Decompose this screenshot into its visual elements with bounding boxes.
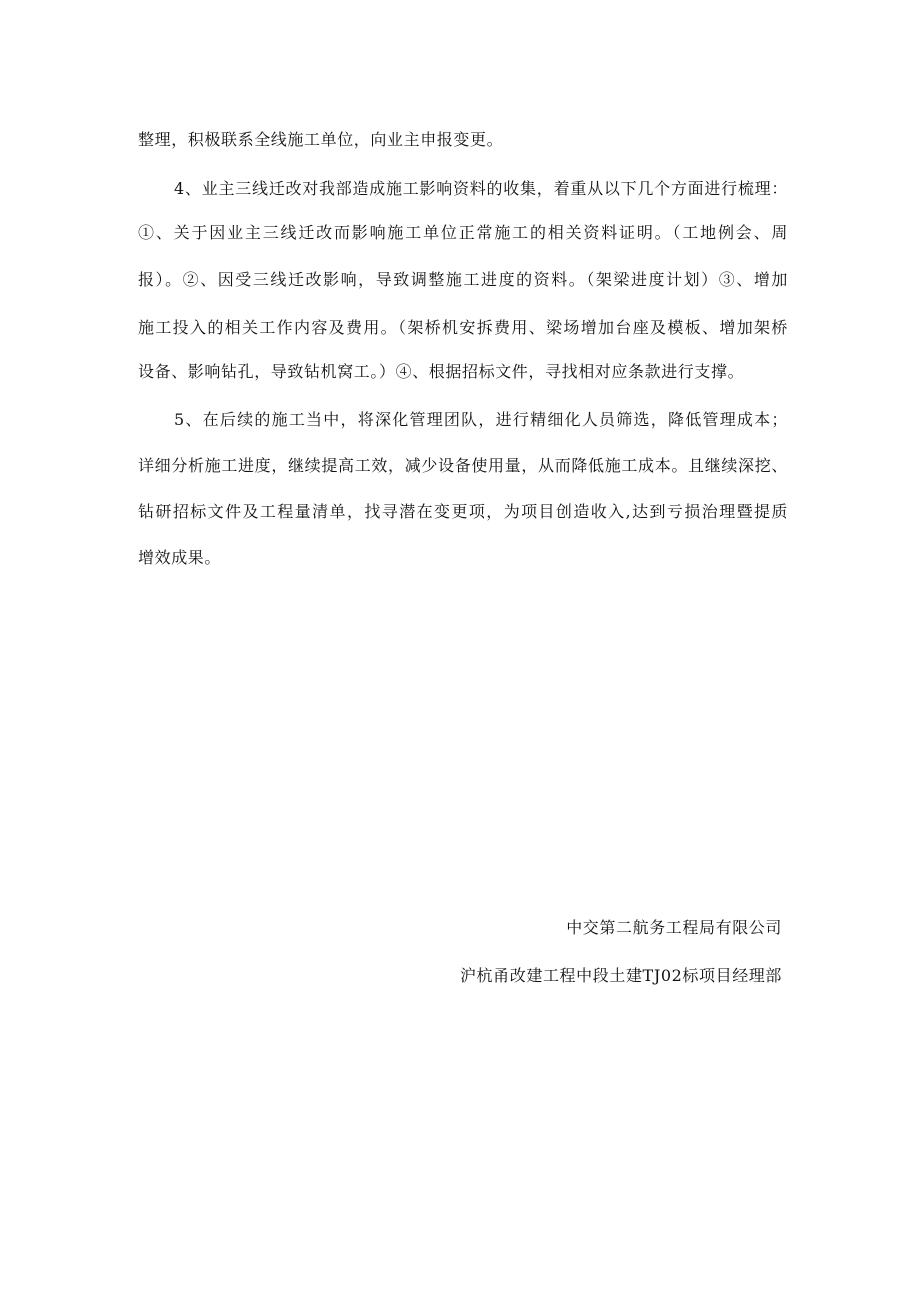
paragraph-5-line-4: 增效成果。 — [138, 548, 222, 567]
paragraph-5-line-3: 钻研招标文件及工程量清单，找寻潜在变更项，为项目创造收入,达到亏损治理暨提质 — [138, 502, 788, 521]
signature-department: 沪杭甬改建工程中段土建TJ02标项目经理部 — [459, 966, 782, 985]
paragraph-5-line-2: 详细分析施工进度，继续提高工效，减少设备使用量，从而降低施工成本。且继续深挖、 — [138, 456, 788, 475]
paragraph-5-line-1: 5、在后续的施工当中，将深化管理团队，进行精细化人员筛选，降低管理成本； — [174, 410, 788, 429]
signature-company: 中交第二航务工程局有限公司 — [566, 918, 782, 937]
paragraph-4-line-4: 施工投入的相关工作内容及费用。（架桥机安拆费用、梁场增加台座及模板、增加架桥 — [138, 318, 788, 337]
paragraph-4-line-5: 设备、影响钻孔，导致钻机窝工。）④、根据招标文件，寻找相对应条款进行支撑。 — [138, 362, 745, 381]
paragraph-4-line-3: 报）。②、因受三线迁改影响，导致调整施工进度的资料。（架梁进度计划）③、增加 — [138, 270, 788, 289]
paragraph-4-line-1: 4、业主三线迁改对我部造成施工影响资料的收集，着重从以下几个方面进行梳理： — [174, 179, 788, 198]
paragraph-3-line-end: 整理，积极联系全线施工单位，向业主申报变更。 — [138, 130, 504, 149]
paragraph-4-line-2: ①、关于因业主三线迁改而影响施工单位正常施工的相关资料证明。（工地例会、周 — [138, 223, 788, 242]
